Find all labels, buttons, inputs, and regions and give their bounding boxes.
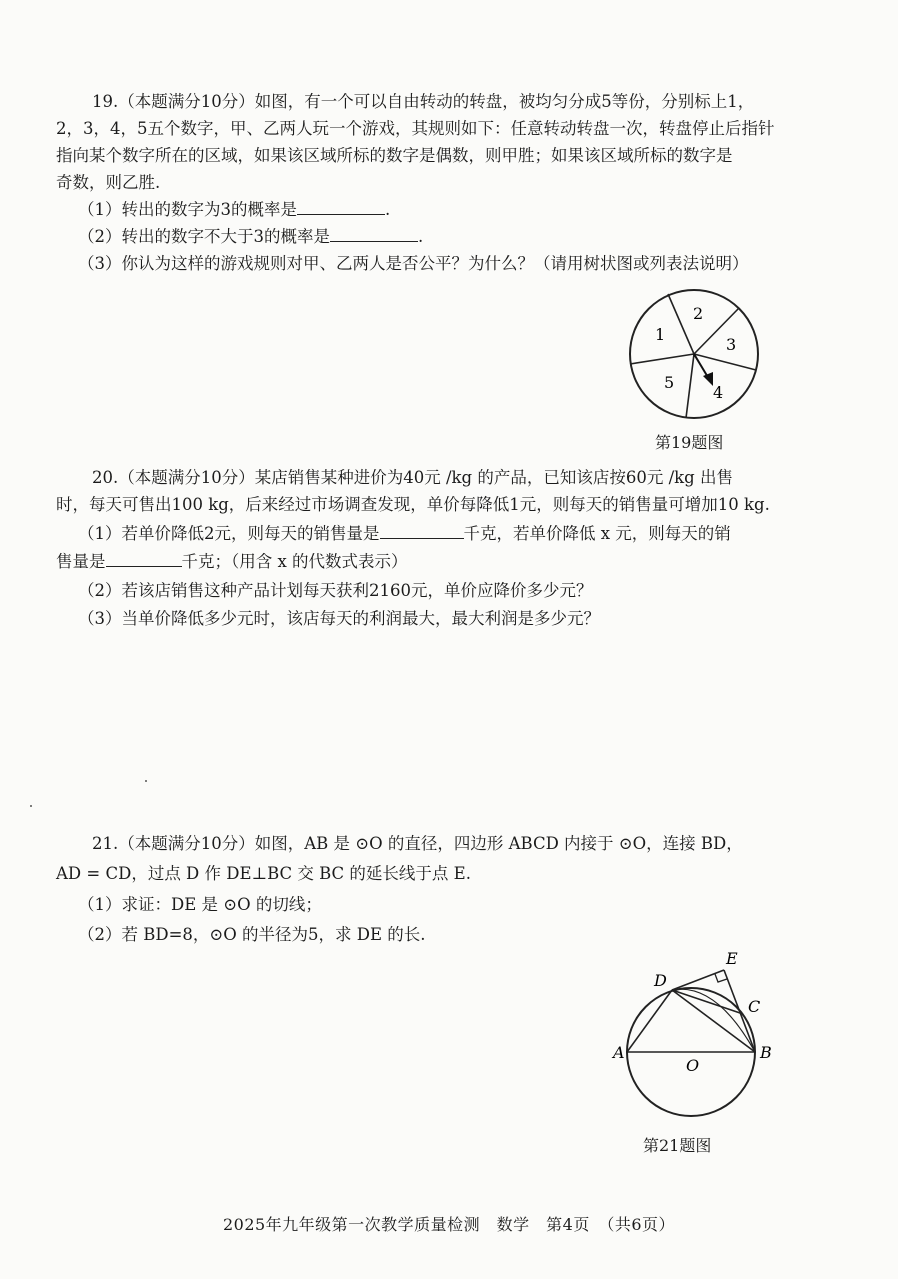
spinner-divider: [668, 294, 694, 354]
q20-sub1-b: 千克，若单价降低 x 元，则每天的销: [463, 524, 731, 543]
q20-sub1-cont: [56, 552, 408, 572]
spinner-figure: [627, 292, 767, 432]
spinner-label-4: 4: [713, 383, 724, 402]
figure-21-caption: 第21题图: [643, 1136, 712, 1155]
q20-sub2: （2）若该店销售这种产品计划每天获利2160元，单价应降价多少元？: [78, 581, 593, 600]
page-footer: 2025年九年级第一次教学质量检测 数学 第4页 （共6页）: [222, 1215, 676, 1234]
point-e-label: E: [726, 949, 738, 968]
figure-19-caption: 第19题图: [655, 433, 724, 452]
q20-sub1-c: 售量是: [56, 552, 106, 571]
q20-sub1-a: （1）若单价降低2元，则每天的销售量是: [78, 524, 380, 543]
q19-sub1: [78, 200, 390, 220]
speck: [145, 780, 147, 782]
q19-sub2-end: .: [418, 227, 424, 246]
point-b-label: B: [760, 1043, 772, 1062]
speck: [30, 805, 32, 807]
q19-sub1-end: .: [385, 200, 391, 219]
q20-line-2: 时，每天可售出100 kg，后来经过市场调查发现，单价每降低1元，则每天的销售量可增加10 kg.: [56, 495, 770, 514]
point-c-label: C: [748, 997, 761, 1016]
q20-sub1-d: 千克；（用含 x 的代数式表示）: [181, 552, 408, 571]
q21-line-2: AD = CD，过点 D 作 DE⊥BC 交 BC 的延长线于点 E.: [56, 864, 471, 883]
spinner-divider: [686, 354, 694, 418]
answer-blank[interactable]: [297, 200, 385, 215]
q19-sub2: [78, 227, 423, 247]
q19-sub1-text: （1）转出的数字为3的概率是: [78, 200, 297, 219]
q19-line-1: 19.（本题满分10分）如图，有一个可以自由转动的转盘，被均匀分成5等份，分别标上1，: [92, 92, 755, 111]
pointer-arrowhead: [703, 372, 713, 386]
q20-line-1: 20.（本题满分10分）某店销售某种进价为40元 /kg 的产品，已知该店按60元 /kg 出售: [92, 468, 733, 487]
segment-ad: [627, 990, 672, 1052]
q19-line-3: 指向某个数字所在的区域，如果该区域所标的数字是偶数，则甲胜；如果该区域所标的数字是: [56, 146, 733, 165]
q20-sub1: [78, 524, 731, 544]
segment-de: [672, 970, 724, 990]
point-a-label: A: [613, 1043, 625, 1062]
spinner-label-3: 3: [726, 335, 737, 354]
answer-blank[interactable]: [106, 552, 182, 567]
q19-sub2-text: （2）转出的数字不大于3的概率是: [78, 227, 330, 246]
point-o-label: O: [686, 1056, 700, 1075]
spinner-label-2: 2: [693, 304, 704, 323]
q19-line-4: 奇数，则乙胜.: [56, 173, 161, 192]
circle-figure: [606, 946, 806, 1126]
q19-sub3: （3）你认为这样的游戏规则对甲、乙两人是否公平？为什么？（请用树状图或列表法说明）: [78, 254, 749, 273]
spinner-divider: [630, 354, 694, 364]
q19-line-2: 2，3，4，5五个数字，甲、乙两人玩一个游戏，其规则如下：任意转动转盘一次，转盘停止后指针: [56, 119, 775, 138]
point-d-label: D: [654, 971, 667, 990]
answer-blank[interactable]: [330, 227, 418, 242]
q20-sub3: （3）当单价降低多少元时，该店每天的利润最大，最大利润是多少元？: [78, 609, 600, 628]
q21-sub1: （1）求证：DE 是 ⊙O 的切线；: [78, 895, 322, 914]
q21-sub2: （2）若 BD=8，⊙O 的半径为5，求 DE 的长.: [78, 925, 426, 944]
answer-blank[interactable]: [380, 524, 464, 539]
spinner-label-1: 1: [655, 325, 666, 344]
q21-line-1: 21.（本题满分10分）如图，AB 是 ⊙O 的直径，四边形 ABCD 内接于 ⊙O，连接 BD，: [92, 834, 743, 853]
spinner-label-5: 5: [664, 373, 675, 392]
